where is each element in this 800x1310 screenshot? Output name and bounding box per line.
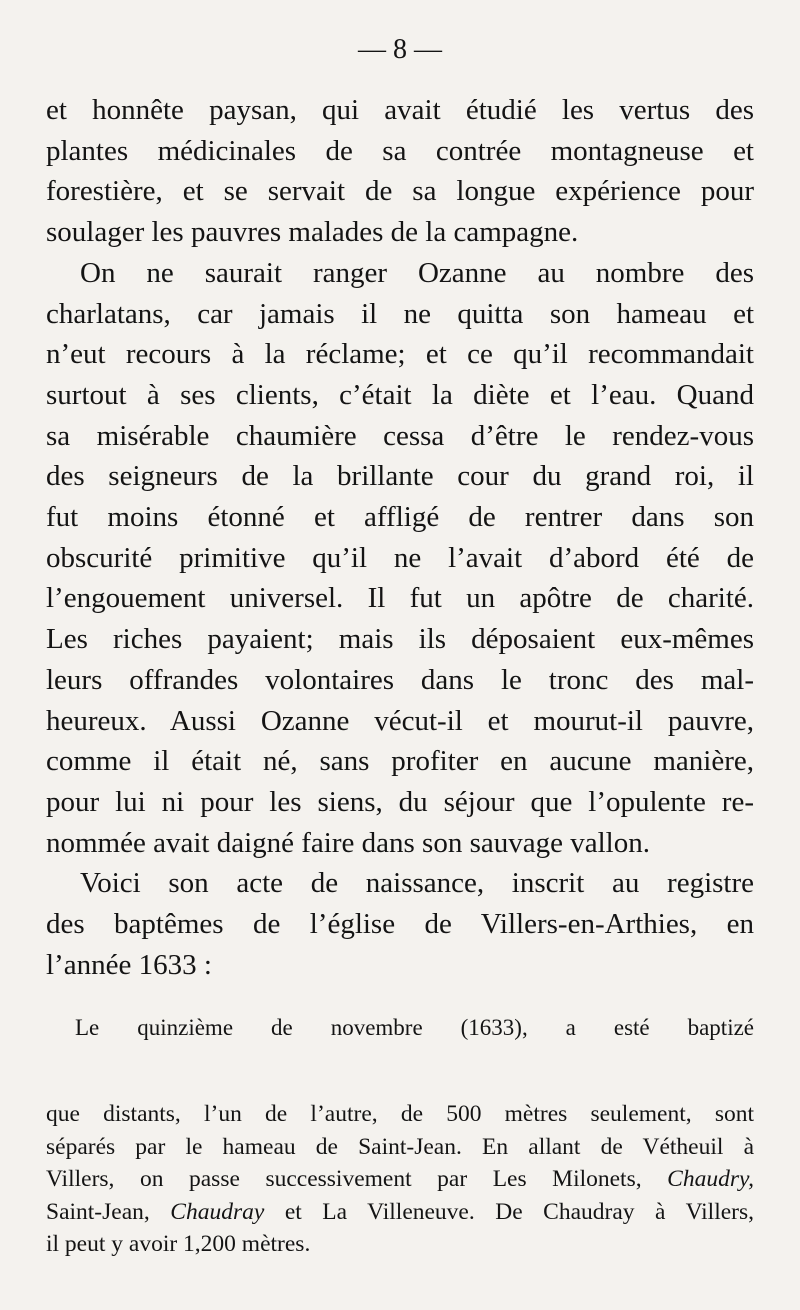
text-line: surtout à ses clients, c’était la diète et l’eau. Quand	[46, 378, 754, 411]
text-line: comme il était né, sans profiter en aucune manière,	[46, 745, 754, 778]
text-line: l’engouement universel. Il fut un apôtre de charité.	[46, 582, 754, 615]
footnote-text: Saint-Jean,	[46, 1198, 171, 1225]
text-line: heureux. Aussi Ozanne vécut-il et mourut-il pauvre,	[46, 704, 754, 737]
place-name-italic: Chaudray	[170, 1198, 265, 1225]
footnote-line: séparés par le hameau de Saint-Jean. En allant de Vétheuil à	[46, 1133, 754, 1160]
paragraph-2	[46, 253, 754, 864]
text-line: Voici son acte de naissance, inscrit au registre	[80, 867, 754, 900]
text-line: Les riches payaient; mais ils déposaient eux-mêmes	[46, 623, 754, 656]
text-line: forestière, et se servait de sa longue expérience pour	[46, 175, 754, 208]
text-line: nommée avait daigné faire dans son sauvage vallon.	[46, 826, 650, 859]
text-line: soulager les pauvres malades de la campagne.	[46, 216, 579, 249]
footnote-text: et La Villeneuve. De Chaudray à Villers,	[264, 1198, 755, 1225]
text-line: l’année 1633 :	[46, 948, 212, 981]
footnote-line	[46, 1196, 754, 1229]
text-line: n’eut recours à la réclame; et ce qu’il recommandait	[46, 338, 754, 371]
footnote-line	[46, 1163, 754, 1196]
text-line: sa misérable chaumière cessa d’être le rendez-vous	[46, 419, 754, 452]
text-line: charlatans, car jamais il ne quitta son hameau et	[46, 297, 754, 330]
text-line: fut moins étonné et affligé de rentrer dans son	[46, 501, 754, 534]
footnote	[46, 1098, 754, 1261]
text-line: obscurité primitive qu’il ne l’avait d’abord été de	[46, 541, 754, 574]
text-line: plantes médicinales de sa contrée montagneuse et	[46, 134, 754, 167]
text-line: leurs offrandes volontaires dans le tronc des mal-	[46, 663, 754, 696]
footnote-line: il peut y avoir 1,200 mètres.	[46, 1231, 311, 1258]
text-line: et honnête paysan, qui avait étudié les vertus des	[46, 94, 754, 126]
footnote-text: Villers, on passe successivement par Les Milonets,	[46, 1166, 668, 1193]
main-text	[46, 90, 754, 985]
text-line: des baptêmes de l’église de Villers-en-Arthies, en	[46, 908, 754, 941]
text-line: pour lui ni pour les siens, du séjour que l’opulente re-	[46, 785, 754, 818]
page-number: — 8 —	[358, 34, 442, 65]
paragraph-3	[46, 863, 754, 985]
place-name-italic: Chaudry,	[667, 1166, 754, 1193]
paragraph-1	[46, 90, 754, 253]
text-line: des seigneurs de la brillante cour du grand roi, il	[46, 460, 754, 493]
footnote-line: que distants, l’un de l’autre, de 500 mètres seulement, sont	[46, 1101, 754, 1127]
quoted-record: Le quinzième de novembre (1633), a esté baptizé	[75, 1015, 754, 1040]
text-line: On ne saurait ranger Ozanne au nombre des	[80, 256, 754, 289]
